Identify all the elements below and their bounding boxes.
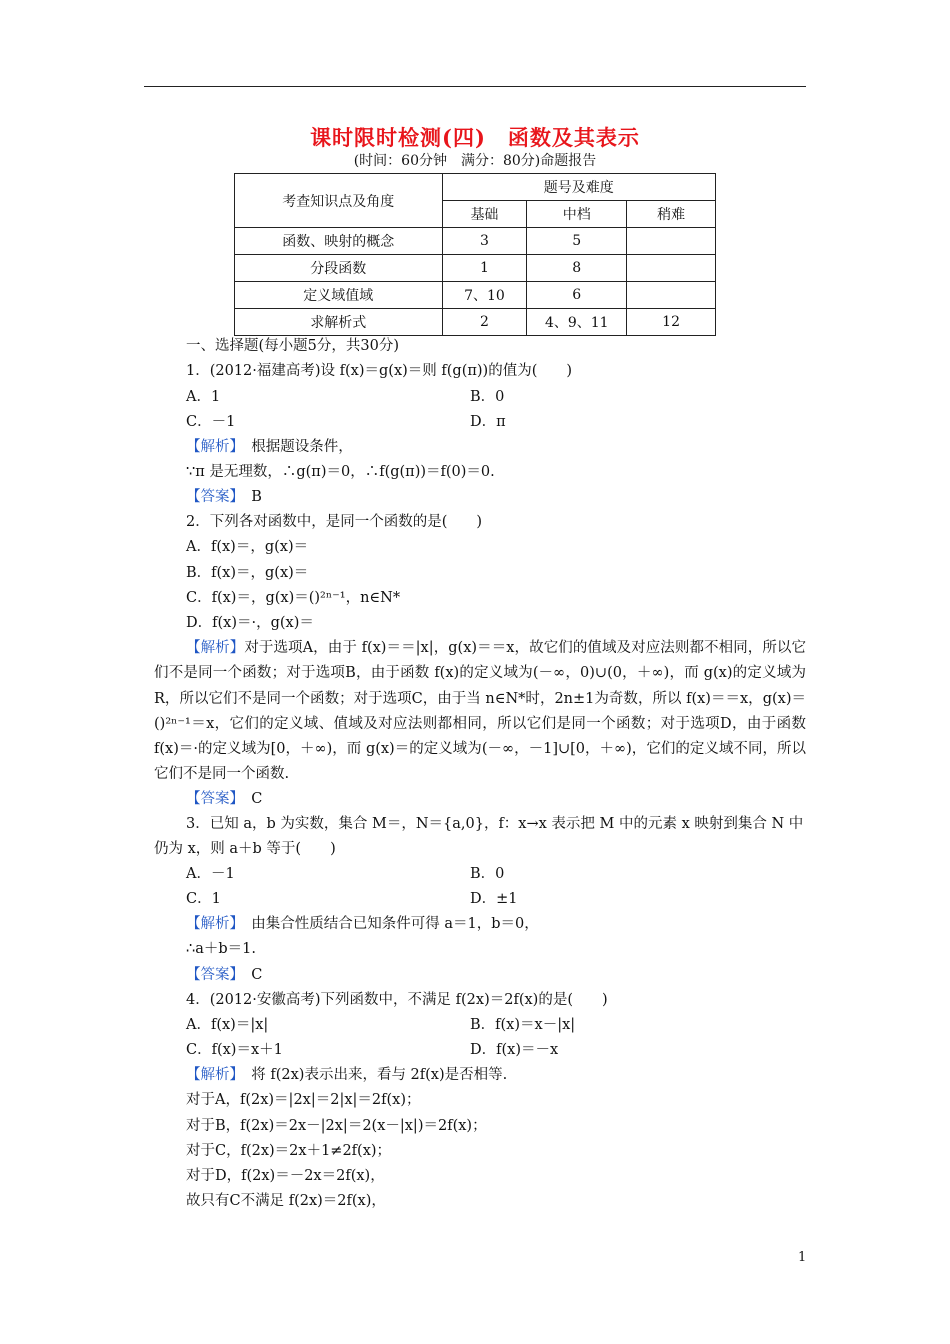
table-cell: 分段函数 [235, 255, 443, 282]
q3-stem: 3．已知 a，b 为实数，集合 M＝，N＝{a,0}，f：x→x 表示把 M 中的元素 x 映射到集合 N 中 [186, 816, 804, 832]
q1-analysis-line: ∵π 是无理数，∴g(π)＝0，∴f(g(π))＝f(0)＝0. [186, 464, 495, 480]
answer-tag: 【答案】 [186, 489, 237, 505]
q1-answer [186, 487, 262, 507]
q3-answer-text: C [236, 967, 263, 983]
analysis-tag: 【解析】 [186, 439, 237, 455]
table-cell: 5 [527, 228, 627, 255]
table-row [235, 282, 716, 309]
q1-analysis-text: 根据题设条件， [236, 439, 353, 455]
q1-option-c: C．－1 [186, 414, 236, 430]
q4-option-a: A．f(x)＝|x| [186, 1017, 269, 1033]
q3-answer [186, 965, 262, 985]
q2-option-b: B．f(x)＝，g(x)＝ [186, 565, 309, 581]
table-cell: 6 [527, 282, 627, 309]
q3-analysis-line: ∴a＋b＝1. [186, 941, 256, 957]
q3-analysis [186, 914, 539, 934]
q4-option-b: B．f(x)＝x－|x| [470, 1017, 576, 1033]
q4-analysis-text: 将 f(2x)表示出来，看与 2f(x)是否相等. [236, 1067, 508, 1083]
table-corner-header: 考查知识点及角度 [235, 174, 443, 228]
table-row [235, 309, 716, 336]
header-rule [144, 86, 806, 87]
table-cell: 定义域值域 [235, 282, 443, 309]
table-cell: 求解析式 [235, 309, 443, 336]
q1-option-a: A．1 [186, 389, 221, 405]
table-cell: 函数、映射的概念 [235, 228, 443, 255]
analysis-tag: 【解析】 [186, 1067, 237, 1083]
answer-tag: 【答案】 [186, 967, 237, 983]
q4-conclusion: 故只有C不满足 f(2x)＝2f(x)， [186, 1193, 386, 1209]
table-cell [627, 282, 716, 309]
table-cell: 8 [527, 255, 627, 282]
q4-option-c: C．f(x)＝x＋1 [186, 1042, 283, 1058]
table-cell: 12 [627, 309, 716, 336]
answer-tag: 【答案】 [186, 791, 237, 807]
table-cell [627, 255, 716, 282]
q3-stem-continued: 仍为 x，则 a＋b 等于( ) [154, 841, 336, 857]
q4-analysis [186, 1065, 507, 1085]
q1-option-b: B．0 [470, 389, 505, 405]
page-subtitle: (时间：60分钟 满分：80分)命题报告 [353, 153, 597, 169]
q4-case-b: 对于B，f(2x)＝2x－|2x|＝2(x－|x|)＝2f(x)； [186, 1118, 487, 1134]
q1-answer-text: B [236, 489, 262, 505]
table-column-header: 稍难 [627, 201, 716, 228]
q4-option-d: D．f(x)＝－x [470, 1042, 559, 1058]
q1-analysis [186, 437, 353, 457]
table-cell: 3 [442, 228, 527, 255]
q3-option-b: B．0 [470, 866, 505, 882]
table-column-header: 中档 [527, 201, 627, 228]
q2-answer-text: C [236, 791, 263, 807]
table-row [235, 228, 716, 255]
table-row [235, 255, 716, 282]
table-column-header: 基础 [442, 201, 527, 228]
table-cell: 4、9、11 [527, 309, 627, 336]
table-cell: 1 [442, 255, 527, 282]
page-title: 课时限时检测(四) 函数及其表示 [310, 125, 640, 150]
q4-case-d: 对于D，f(2x)＝－2x＝2f(x)， [186, 1168, 385, 1184]
q2-option-d: D．f(x)＝·，g(x)＝ [186, 615, 314, 631]
q1-option-d: D．π [470, 414, 506, 430]
q2-answer [186, 789, 262, 809]
q3-analysis-text: 由集合性质结合已知条件可得 a＝1，b＝0， [236, 916, 539, 932]
q4-case-a: 对于A，f(2x)＝|2x|＝2|x|＝2f(x)； [186, 1092, 421, 1108]
table-cell [627, 228, 716, 255]
page-number: 1 [798, 1250, 807, 1265]
analysis-tag: 【解析】 [186, 916, 237, 932]
q2-analysis-text: 对于选项A，由于 f(x)＝＝|x|，g(x)＝＝x，故它们的值域及对应法则都不相同，所以它们不是同一个函数；对于选项B，由于函数 f(x)的定义域为(－∞，0)∪(0，＋∞)，而 g(x)的定义域为R，所以它们不是同一个函数；对于选项C，由于当 n∈N*时，2n±1为奇数，所以 f(x)＝＝x，g(x)＝()²ⁿ⁻¹＝x，它们的定义域、值域及对应法则都相同，所以它们是同一个函数；对于选项D，由于函数 f(x)＝·的定义域为[0，＋∞)，而 g(x)＝的定义域为(－∞，－1]∪[0，＋∞)，它们的定义域不同，所以它们不是同一个函数. [154, 640, 806, 783]
table-cell: 2 [442, 309, 527, 336]
section-heading: 一、选择题(每小题5分，共30分) [186, 338, 399, 354]
analysis-tag: 【解析】 [186, 640, 245, 656]
q3-option-d: D．±1 [470, 891, 518, 907]
q4-stem: 4．(2012·安徽高考)下列函数中，不满足 f(2x)＝2f(x)的是( ) [186, 992, 608, 1008]
q4-case-c: 对于C，f(2x)＝2x＋1≠2f(x)； [186, 1143, 392, 1159]
report-table [234, 173, 716, 336]
q2-analysis [154, 636, 806, 788]
q2-stem: 2．下列各对函数中，是同一个函数的是( ) [186, 514, 483, 530]
q2-option-c: C．f(x)＝，g(x)＝()²ⁿ⁻¹，n∈N* [186, 590, 401, 606]
q3-option-a: A．－1 [186, 866, 235, 882]
q1-stem: 1．(2012·福建高考)设 f(x)＝g(x)＝则 f(g(π))的值为( ) [186, 363, 573, 379]
q3-option-c: C．1 [186, 891, 221, 907]
table-group-header: 题号及难度 [442, 174, 715, 201]
table-cell: 7、10 [442, 282, 527, 309]
q2-option-a: A．f(x)＝，g(x)＝ [186, 539, 309, 555]
